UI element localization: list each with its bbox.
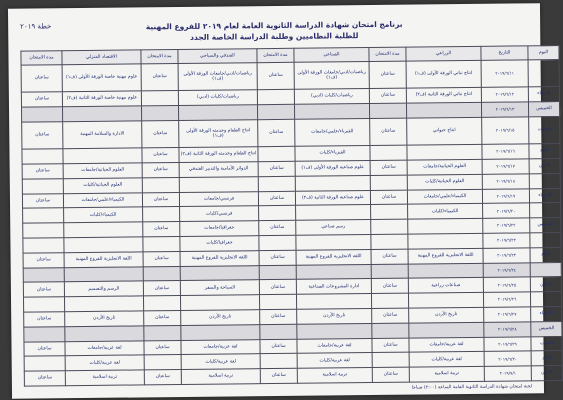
home-economics-cell: اللغة الانجليزية للفروع المهنية (64, 252, 143, 268)
hotel-tourism-cell: الدوائر الأمامية والتدبير الفندقي (179, 162, 258, 178)
duration-cell (369, 103, 406, 118)
agricultural-cell (408, 218, 483, 234)
hotel-tourism-cell: فرنسي/جامعات (179, 191, 258, 207)
duration-cell: ساعتان (259, 280, 296, 295)
home-economics-cell (64, 237, 143, 253)
date-cell: ٢٠١٩/٦/٣٠ (484, 351, 531, 366)
duration-cell: ساعتان (258, 119, 295, 147)
hotel-tourism-cell: السياحة والسفر (180, 280, 259, 296)
day-cell: الأحد (529, 144, 560, 159)
duration-cell (143, 207, 180, 222)
duration-cell (141, 91, 178, 106)
hotel-tourism-cell: تربية اسلامية (181, 369, 260, 385)
duration-cell (144, 355, 181, 370)
duration-cell (23, 208, 64, 223)
day-cell: الاثنين (529, 158, 560, 173)
day-cell: الأربعاء (531, 306, 562, 321)
hotel-tourism-cell (180, 295, 259, 311)
date-cell: ٢٠١٩/٦/١٧ (482, 159, 529, 174)
industrial-cell: لغة عربية/جامعات (297, 338, 372, 354)
home-economics-cell: تاريخ الأردن (65, 311, 144, 327)
duration-cell (23, 267, 64, 282)
duration-cell (371, 293, 408, 308)
duration-cell (260, 354, 297, 369)
duration-cell: ساعتان (369, 61, 406, 89)
industrial-cell (296, 294, 371, 310)
day-cell (530, 203, 561, 218)
hotel-tourism-cell (181, 324, 260, 340)
duration-cell (257, 90, 294, 105)
header-agricultural: الزراعي (406, 46, 481, 61)
date-cell: ٢٠١٩/٦/٢٥ (483, 277, 530, 292)
home-economics-cell (63, 148, 142, 164)
day-cell: الخميس (528, 102, 559, 117)
day-cell (529, 173, 560, 188)
duration-cell (371, 264, 408, 279)
agricultural-cell: تربية اسلامية (409, 366, 484, 382)
day-cell: الخميس (531, 321, 562, 336)
date-cell: ٢٠١٩/٦/١٨ (482, 174, 529, 189)
duration-cell (144, 325, 181, 340)
hotel-tourism-cell (178, 105, 257, 121)
agricultural-cell: صناعات زراعية (408, 278, 483, 294)
hotel-tourism-cell: جغرافيا/كليات (180, 236, 259, 252)
date-cell: ٢٠١٩/٦/٢٤ (483, 262, 530, 277)
agricultural-cell: العلوم الحياتية/كليات (407, 174, 482, 190)
day-cell: الأحد (530, 247, 561, 262)
home-economics-cell: علوم مهنية خاصة الورقة الثانية (ف٢) (62, 91, 141, 107)
date-cell: ٢٠١٩/٦/٢٠ (483, 203, 530, 218)
industrial-cell: رسم صناعي (296, 220, 371, 236)
duration-cell (142, 177, 179, 192)
duration-cell: ساعتان (260, 339, 297, 354)
duration-cell (372, 352, 409, 367)
industrial-cell: تاريخ الأردن (297, 308, 372, 324)
hotel-tourism-cell: تاريخ الأردن (181, 310, 260, 326)
industrial-cell: اللغة الانجليزية للفروع المهنية (296, 249, 371, 265)
duration-cell: ساعتان (23, 282, 64, 297)
duration-cell: ساعتان (257, 62, 294, 90)
day-cell (530, 232, 561, 247)
duration-cell: ساعتان (22, 122, 63, 150)
date-cell: ٢٠١٩/٦/٢٦ (483, 292, 530, 307)
industrial-cell: الفيزياء/كليات (295, 146, 370, 162)
agricultural-cell: اللغة الانجليزية للفروع المهنية (408, 248, 483, 264)
day-cell (530, 292, 561, 307)
day-cell (528, 60, 559, 88)
title-line-2: للطلبة النظاميين وطلبة الدراسة الخاصة الجدد (190, 31, 359, 42)
duration-cell (258, 146, 295, 161)
header-day: اليوم (528, 46, 559, 60)
agricultural-cell (408, 263, 483, 279)
date-cell: ٢٠١٩/٦/٢٣ (483, 233, 530, 248)
duration-cell: ساعتان (23, 252, 64, 267)
duration-cell: ساعتان (141, 64, 178, 92)
industrial-cell: الفيزياء/علمي/جامعات (295, 118, 370, 146)
agricultural-cell (407, 144, 482, 160)
duration-cell: ساعتان (260, 309, 297, 324)
date-cell: ٢٠١٩/٦/١٩ (482, 188, 529, 203)
duration-cell (24, 356, 65, 371)
agricultural-cell (408, 292, 483, 308)
duration-cell: ساعتان (24, 341, 65, 356)
industrial-cell (294, 104, 369, 120)
duration-cell (22, 149, 63, 164)
duration-cell (370, 145, 407, 160)
duration-cell (372, 323, 409, 338)
hotel-tourism-cell (179, 176, 258, 192)
day-cell: السبت (531, 336, 562, 351)
duration-cell: ساعتان (142, 162, 179, 177)
duration-cell (259, 294, 296, 309)
day-cell (530, 262, 561, 277)
hotel-tourism-cell: انتاج الطعام وخدمته الورقة الأولى (ف١) (179, 120, 258, 148)
hotel-tourism-cell: اللغة الانجليزية للفروع المهنية (180, 250, 259, 266)
home-economics-cell: العلوم الحياتية/جامعات (63, 163, 142, 179)
duration-cell: ساعتان (372, 308, 409, 323)
title-line-1: برنامج امتحان شهادة الدراسة الثانوية العامة لعام ٢٠١٩ للفروع المهنية (145, 19, 403, 32)
duration-cell (259, 206, 296, 221)
duration-cell (23, 297, 64, 312)
industrial-cell (296, 234, 371, 250)
day-cell: الاثنين (531, 366, 562, 381)
home-economics-cell: العلوم الحياتية/كليات (63, 178, 142, 194)
duration-cell: ساعتان (258, 161, 295, 176)
hotel-tourism-cell: انتاج الطعام وخدمته الورقة الثانية (ف٢) (179, 147, 258, 163)
duration-cell: ساعتان (370, 118, 407, 146)
agricultural-cell: انتاج نباتي الورقة الثانية (ف٢) (406, 88, 481, 104)
duration-cell: ساعتان (370, 190, 407, 205)
duration-cell: ساعتان (144, 340, 181, 355)
date-cell: ٢٠١٩/٦/١٣ (481, 102, 528, 117)
exam-schedule-table (20, 45, 562, 387)
duration-cell (24, 326, 65, 341)
industrial-cell (296, 205, 371, 221)
duration-cell (260, 324, 297, 339)
agricultural-cell: لغة عربية/كليات (409, 352, 484, 368)
schedule-body (21, 60, 562, 387)
hotel-tourism-cell: جغرافيا/جامعات (180, 221, 259, 237)
agricultural-cell: الكيمياء/علمي/جامعات (407, 189, 482, 205)
date-cell: ٢٠١٩/٦/٢٩ (484, 336, 531, 351)
date-cell: ٢٠١٩/٦/٢٣ (483, 248, 530, 263)
date-cell: ٢٠١٩/٦/١١ (481, 60, 528, 88)
duration-cell: ساعتان (24, 312, 65, 327)
header-duration-4: مدة الامتحان (21, 51, 62, 65)
home-economics-cell (63, 106, 142, 122)
home-economics-cell (65, 326, 144, 342)
duration-cell (143, 236, 180, 251)
duration-cell (143, 266, 180, 281)
duration-cell (143, 296, 180, 311)
footer-note: لجنة امتحان شهادة الدراسة الثانوية العامة الساعة (٢:٠٠) صباحا (411, 384, 532, 391)
duration-cell (258, 176, 295, 191)
home-economics-cell: الكيمياء/كليات (64, 207, 143, 223)
home-economics-cell: لغة عربية/كليات (65, 355, 144, 371)
agricultural-cell (406, 102, 481, 118)
hotel-tourism-cell: رياضيات/كليات (ادبي) (178, 90, 257, 106)
duration-cell: ساعتان (144, 310, 181, 325)
agricultural-cell: انتاج نباتي الورقة الأولى (ف١) (406, 60, 481, 88)
duration-cell: ساعتان (369, 88, 406, 103)
home-economics-cell: الادارة والسلامة المهنية (63, 121, 142, 149)
industrial-cell: لغة عربية/كليات (297, 353, 372, 369)
date-cell: ٢٠١٩/٦/٢٨ (484, 322, 531, 337)
duration-cell: ساعتان (143, 251, 180, 266)
hotel-tourism-cell: لغة عربية/جامعات (181, 339, 260, 355)
home-economics-cell: لغة عربية/جامعات (65, 340, 144, 356)
duration-cell: ساعتان (22, 164, 63, 179)
duration-cell (371, 234, 408, 249)
header-duration-3: مدة الامتحان (141, 50, 178, 64)
duration-cell: ساعتان (21, 92, 62, 107)
duration-cell: ساعتان (24, 371, 65, 386)
document-header (20, 17, 528, 46)
home-economics-cell (64, 296, 143, 312)
industrial-cell: تربية اسلامية (297, 368, 372, 384)
duration-cell: ساعتان (260, 368, 297, 383)
industrial-cell (295, 175, 370, 191)
duration-cell: ساعتان (142, 192, 179, 207)
agricultural-cell: لغة عربية/جامعات (409, 337, 484, 353)
agricultural-cell: الكيمياء/كليات (408, 204, 483, 220)
duration-cell (23, 238, 64, 253)
home-economics-cell (64, 266, 143, 282)
duration-cell: ساعتان (142, 120, 179, 148)
agricultural-cell: تاريخ الأردن (409, 307, 484, 323)
home-economics-cell: علوم مهنية خاصة الورقة الأولى (ف١) (62, 64, 141, 92)
duration-cell: ساعتان (22, 193, 63, 208)
industrial-cell (297, 323, 372, 339)
industrial-cell: ادارة المشروعات الصناعية (296, 279, 371, 295)
duration-cell: ساعتان (372, 338, 409, 353)
header-duration-1: مدة الامتحان (369, 47, 406, 61)
duration-cell (257, 104, 294, 119)
duration-cell (370, 175, 407, 190)
home-economics-cell (64, 222, 143, 238)
agricultural-cell (408, 233, 483, 249)
duration-cell (141, 106, 178, 121)
agricultural-cell: العلوم الحياتية/جامعات (407, 159, 482, 175)
header-home-economics: الاقتصاد المنزلي (62, 50, 141, 65)
duration-cell (371, 219, 408, 234)
hotel-tourism-cell (180, 265, 259, 281)
day-cell: الخميس (530, 218, 561, 233)
home-economics-cell: الرسم والتصميم (64, 281, 143, 297)
date-cell: ٢٠١٩/٧/١ (484, 366, 531, 381)
agricultural-cell (409, 322, 484, 338)
duration-cell (23, 223, 64, 238)
duration-cell: ساعتان (372, 367, 409, 382)
day-cell: الأحد (531, 351, 562, 366)
document-title (60, 18, 488, 44)
duration-cell: ساعتان (371, 278, 408, 293)
date-cell: ٢٠١٩/٦/٢٢ (483, 218, 530, 233)
date-cell: ٢٠١٩/٦/٢٧ (484, 307, 531, 322)
agricultural-cell: انتاج حيواني (407, 117, 482, 145)
industrial-cell: علوم صناعية الورقة الثانية (ف٢) (295, 190, 370, 206)
hotel-tourism-cell: رياضيات/ادبي/جامعات الورقة الأولى (ف١) (178, 63, 257, 91)
day-cell: السبت (529, 116, 560, 144)
day-cell: الاربعاء (529, 188, 560, 203)
duration-cell: ساعتان (144, 370, 181, 385)
duration-cell: ساعتان (142, 148, 179, 163)
duration-cell: ساعتان (259, 220, 296, 235)
hotel-tourism-cell: فرنسي/كليات (180, 206, 259, 222)
duration-cell: ساعتان (370, 160, 407, 175)
duration-cell: ساعتان (143, 281, 180, 296)
header-hotel-tourism: الفندقي والسياحي (178, 49, 257, 64)
date-cell: ٢٠١٩/٦/١٦ (482, 144, 529, 159)
duration-cell: ساعتان (21, 65, 62, 93)
header-industrial: الصناعي (294, 48, 369, 63)
date-cell: ٢٠١٩/٦/١٢ (481, 87, 528, 102)
header-duration-2: مدة الامتحان (257, 48, 294, 62)
industrial-cell: رياضيات/ادبي/جامعات الورقة الأولى (ف١) (294, 62, 369, 90)
home-economics-cell: الكيمياء/علمي/جامعات (63, 192, 142, 208)
duration-cell (22, 107, 63, 122)
duration-cell: ساعتان (259, 250, 296, 265)
duration-cell (259, 235, 296, 250)
date-cell: ٢٠١٩/٦/١٥ (482, 117, 529, 145)
duration-cell (22, 178, 63, 193)
industrial-cell (296, 264, 371, 280)
duration-cell: ساعتان (371, 249, 408, 264)
duration-cell: ساعتان (258, 191, 295, 206)
plan-label: خطة ٢٠١٩ (20, 22, 52, 31)
document-page (8, 3, 555, 399)
hotel-tourism-cell: لغة عربية/كليات (181, 354, 260, 370)
day-cell: الاربعاء (528, 87, 559, 102)
duration-cell (259, 265, 296, 280)
home-economics-cell: تربية اسلامية (65, 370, 144, 386)
industrial-cell: علوم صناعية الورقة الأولى (ف١) (295, 160, 370, 176)
header-date: التاريخ (481, 46, 528, 60)
duration-cell: ساعتان (143, 222, 180, 237)
duration-cell (371, 204, 408, 219)
industrial-cell: رياضيات/كليات (ادبي) (294, 89, 369, 105)
day-cell: الاثنين (530, 277, 561, 292)
